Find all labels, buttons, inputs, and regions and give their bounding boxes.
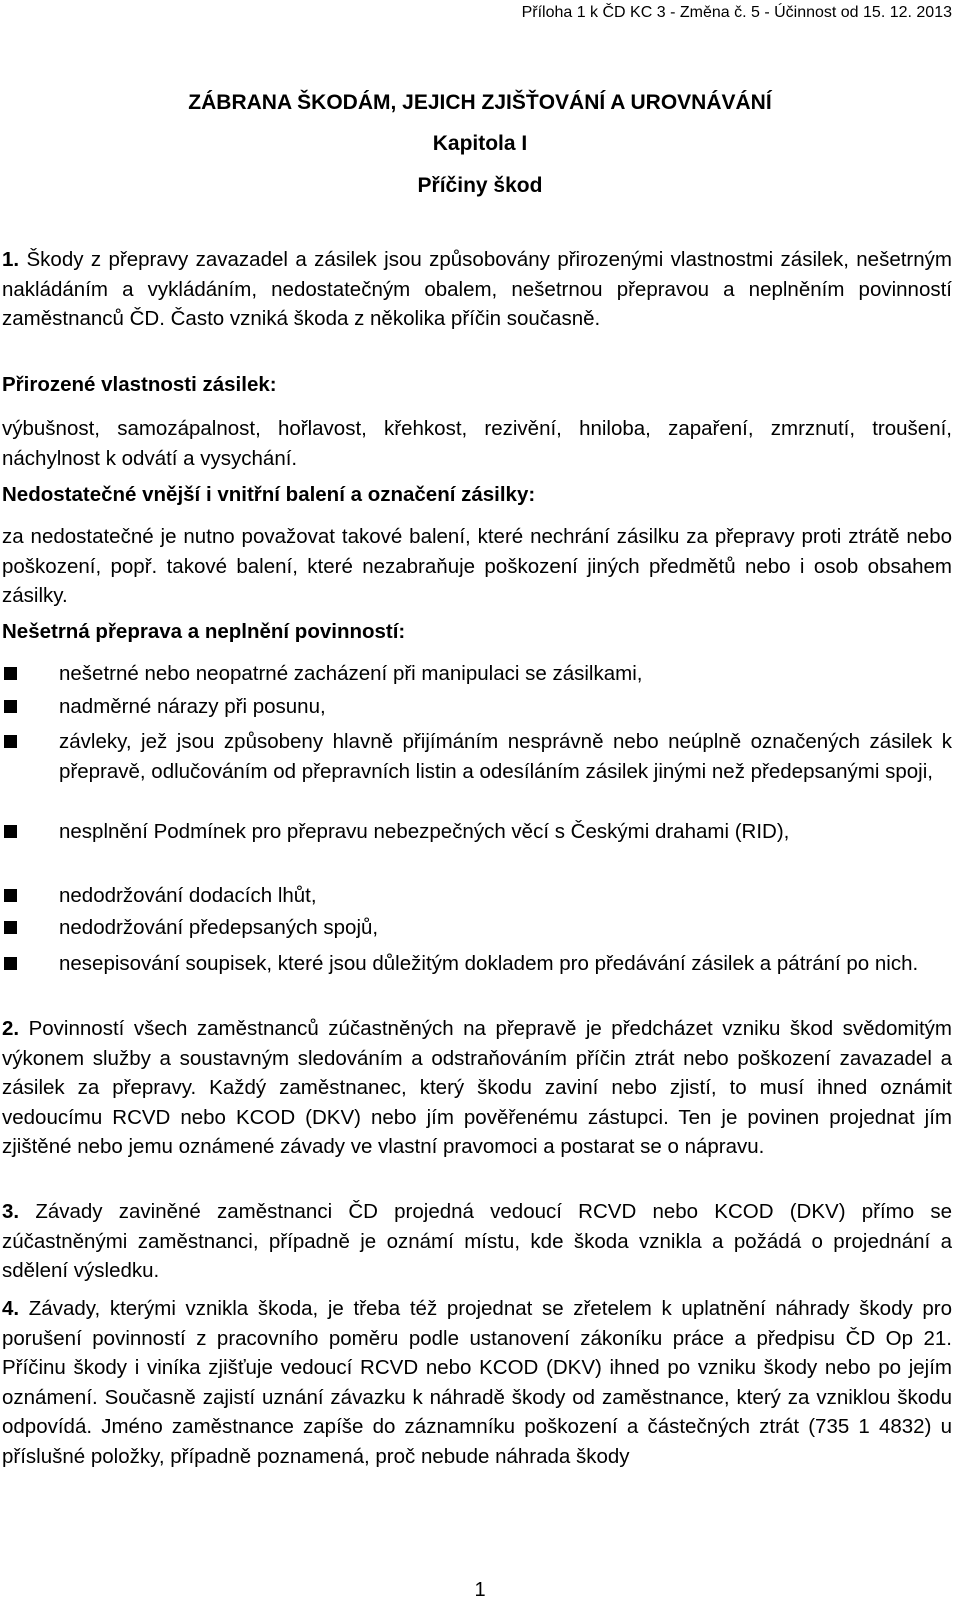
list-item-text: závleky, jež jsou způsobeny hlavně přijímáním nesprávně nebo neúplně označených zásilek k přepravě, odlučováním od přepravních listin a odesíláním zásilek jinými než předepsanými spoji, [59,730,952,783]
section-2-text: Povinností všech zaměstnanců zúčastněných na přepravě je předcházet vzniku škod svědomitým výkonem služby a soustavným sledováním a odstraňováním příčin ztrát nebo poškození zavazadel a zásilek za přepravy. Každý zaměstnanec, který škodu zaviní nebo zjistí, to musí ihned oznámit vedoucímu RCVD nebo KCOD (DKV) nebo jím pověřenému zástupci. Ten je povinen projednat jím zjištěné nebo jemu oznámené závady ve vlastní pravomoci a postarat se o nápravu. [2,1017,952,1158]
list-item-text: nešetrné nebo neopatrné zacházení při manipulaci se zásilkami, [59,662,643,685]
list-item-text: nedodržování dodacích lhůt, [59,884,317,907]
chapter-label: Kapitola I [432,132,528,155]
bullet-square-icon [4,667,17,680]
section-2-number: 2. [2,1017,20,1040]
page-number: 1 [474,1579,486,1601]
packaging-text: za nedostatečné je nutno považovat takové balení, které nechrání zásilku za přepravy proti ztrátě nebo poškození, popř. takové balení, které nezabraňuje poškození jiných předmětů nebo i osob obsahem zásilky. [2,525,952,607]
section-2-paragraph [2,1014,952,1162]
careless-transport-heading: Nešetrná přeprava a neplnění povinností: [2,620,406,643]
section-4-number: 4. [2,1297,20,1320]
header-note: Příloha 1 k ČD KC 3 - Změna č. 5 - Účinnost od 15. 12. 2013 [521,4,952,21]
section-1-number: 1. [2,248,20,271]
natural-properties-text: výbušnost, samozápalnost, hořlavost, křehkost, rezivění, hniloba, zapaření, zmrznutí, troušení, náchylnost k odvátí a vysychání. [2,417,952,470]
bullet-square-icon [4,825,17,838]
section-4-text: Závady, kterými vznikla škoda, je třeba též projednat se zřetelem k uplatnění náhrady škody pro porušení povinností z pracovního poměru podle ustanovení zákoníku práce a předpisu ČD Op 21. Příčinu škody i viníka zjišťuje vedoucí RCVD nebo KCOD (DKV) ihned po vzniku škody nebo po jejím oznámení. Současně zajistí uznání závazku k náhradě škody od zaměstnance, který za vzniklou škodu odpovídá. Jméno zaměstnance zapíše do záznamníku poškození a částečných ztrát (735 1 4832) u příslušné položky, případně poznamená, proč nebude náhrada škody [2,1297,952,1468]
list-item-text: nesepisování soupisek, které jsou důležitým dokladem pro předávání zásilek a pátrání po nich. [59,952,919,975]
list-item-text: nedodržování předepsaných spojů, [59,916,379,939]
chapter-title: Příčiny škod [417,174,543,197]
bullet-square-icon [4,957,17,970]
section-3-paragraph [2,1197,952,1286]
section-4-paragraph [2,1294,952,1471]
bullet-square-icon [4,735,17,748]
section-3-number: 3. [2,1200,20,1223]
document-title: ZÁBRANA ŠKODÁM, JEJICH ZJIŠŤOVÁNÍ A UROVNÁVÁNÍ [188,91,772,114]
natural-properties-heading: Přirozené vlastnosti zásilek: [2,373,277,396]
bullet-square-icon [4,700,17,713]
list-item-text: nesplnění Podmínek pro přepravu nebezpečných věcí s Českými drahami (RID), [59,820,790,843]
packaging-heading: Nedostatečné vnější i vnitřní balení a označení zásilky: [2,483,536,506]
section-1-paragraph [2,245,952,334]
list-item-text: nadměrné nárazy při posunu, [59,695,326,718]
bullet-square-icon [4,921,17,934]
section-1-text: Škody z přepravy zavazadel a zásilek jsou způsobovány přirozenými vlastnostmi zásilek, nešetrným nakládáním a vykládáním, nedostatečným obalem, nešetrnou přepravou a neplněním povinností zaměstnanců ČD. Často vzniká škoda z několika příčin současně. [2,248,952,330]
section-3-text: Závady zaviněné zaměstnanci ČD projedná vedoucí RCVD nebo KCOD (DKV) přímo se zúčastněnými zaměstnanci, případně je oznámí místu, kde škoda vznikla a požádá o projednání a sdělení výsledku. [2,1200,952,1282]
bullet-square-icon [4,889,17,902]
